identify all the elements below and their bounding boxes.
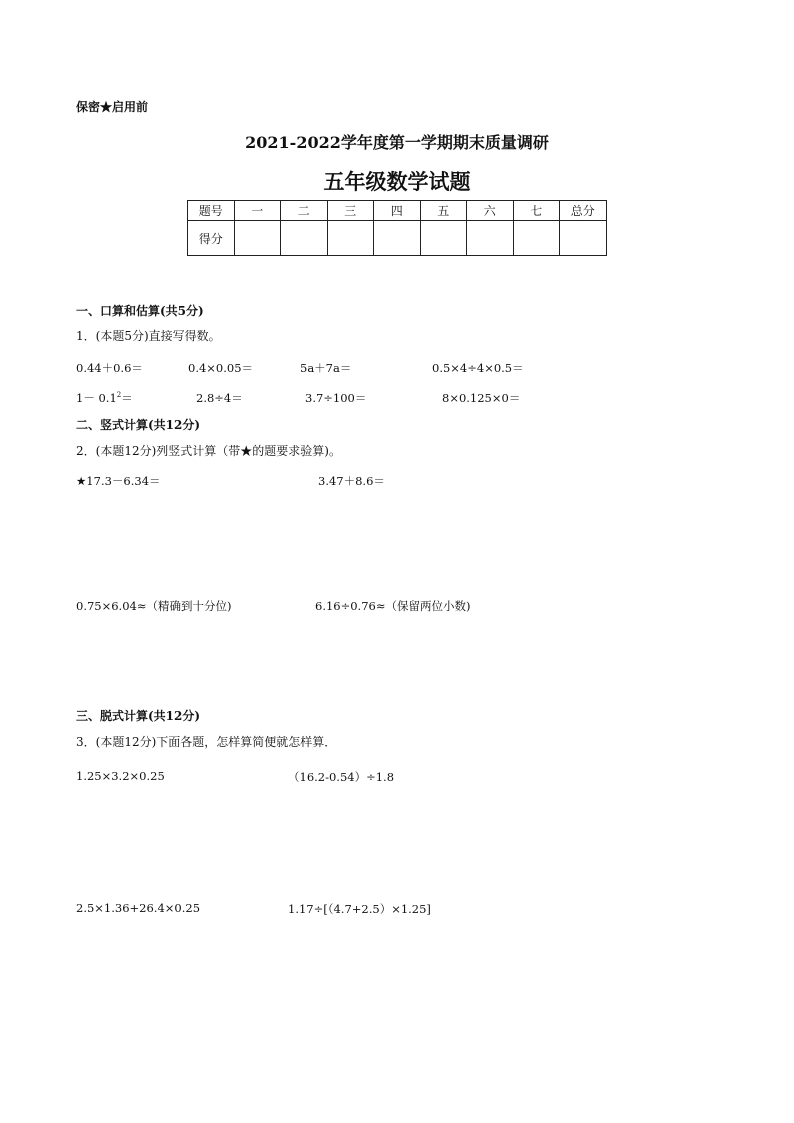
score-cell-blank	[513, 221, 560, 256]
expression: 2.8÷4＝	[196, 391, 243, 405]
score-cell-label: 题号	[188, 201, 235, 221]
expression: 2.5×1.36+26.4×0.25	[76, 901, 201, 915]
score-cell-blank	[467, 221, 514, 256]
confidential-label: 保密★启用前	[76, 100, 149, 114]
expression-equals: ＝	[121, 391, 133, 405]
score-cell-header: 二	[281, 201, 328, 221]
score-row-label: 得分	[188, 221, 235, 256]
score-cell-blank	[281, 221, 328, 256]
score-table-score-row	[188, 221, 607, 256]
score-cell-header: 七	[513, 201, 560, 221]
expression: 3.47＋8.6＝	[318, 474, 385, 488]
expression-exponent: 2	[116, 391, 122, 400]
score-cell-header: 五	[420, 201, 467, 221]
section-1-heading: 一、口算和估算(共5分)	[76, 304, 204, 318]
expression: 0.75×6.04≈（精确到十分位)	[76, 599, 232, 613]
score-cell-blank	[327, 221, 374, 256]
expression: 1.17÷[（4.7+2.5）×1.25]	[288, 902, 431, 916]
score-cell-header: 三	[327, 201, 374, 221]
expression: 0.44＋0.6＝	[76, 361, 143, 375]
exam-title: 2021-2022学年度第一学期期末质量调研	[245, 133, 549, 152]
score-cell-blank	[420, 221, 467, 256]
score-cell-header: 总分	[560, 201, 607, 221]
expression: 6.16÷0.76≈（保留两位小数)	[315, 599, 471, 613]
score-table-header-row	[188, 201, 607, 221]
expression-power	[76, 390, 133, 406]
expression: 1.25×3.2×0.25	[76, 769, 165, 783]
expression-base: 1－ 0.1	[76, 391, 117, 405]
expression: 3.7÷100＝	[305, 391, 367, 405]
expression: ★17.3－6.34＝	[76, 474, 161, 488]
expression: 0.4×0.05＝	[188, 361, 254, 375]
score-cell-header: 一	[234, 201, 281, 221]
section-3-heading: 三、脱式计算(共12分)	[76, 709, 201, 723]
question-2: 2．(本题12分)列竖式计算（带★的题要求验算)。	[76, 444, 341, 458]
question-3: 3．(本题12分)下面各题，怎样算简便就怎样算．	[76, 735, 337, 749]
score-table	[187, 200, 607, 256]
exam-subtitle: 五年级数学试题	[323, 169, 471, 194]
score-cell-blank	[374, 221, 421, 256]
score-cell-header: 四	[374, 201, 421, 221]
expression: 0.5×4÷4×0.5＝	[432, 361, 524, 375]
section-2-heading: 二、竖式计算(共12分)	[76, 418, 201, 432]
score-cell-blank	[560, 221, 607, 256]
question-1: 1．(本题5分)直接写得数。	[76, 329, 221, 343]
score-cell-header: 六	[467, 201, 514, 221]
expression: 5a＋7a＝	[300, 361, 352, 375]
expression: （16.2-0.54）÷1.8	[288, 770, 395, 784]
expression: 8×0.125×0＝	[442, 391, 521, 405]
score-cell-blank	[234, 221, 281, 256]
